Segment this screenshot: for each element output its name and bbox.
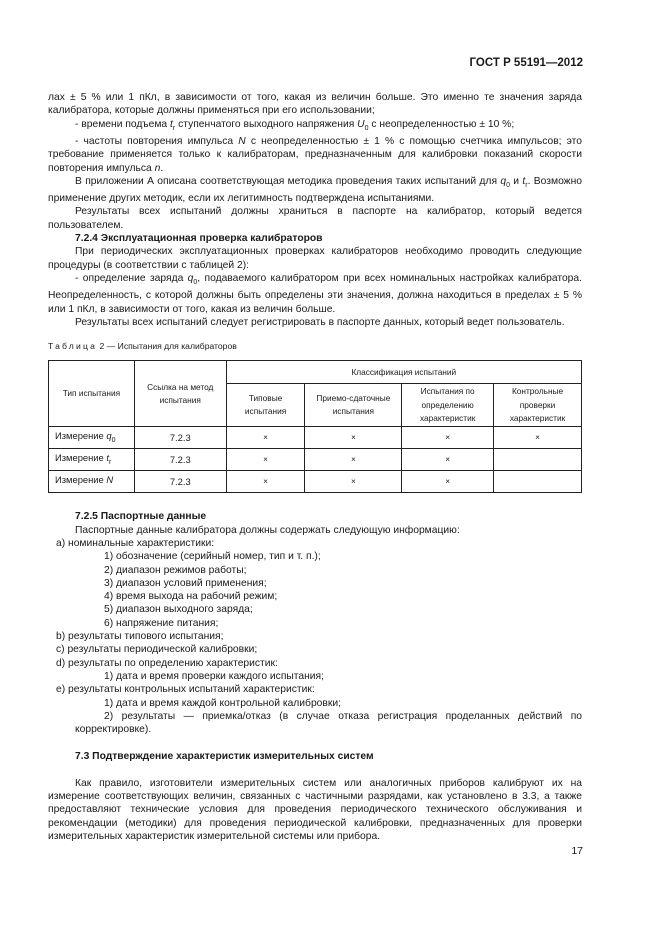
list-item-a: a) номинальные характеристики: (56, 537, 215, 549)
row-mark (494, 449, 582, 471)
document-code: ГОСТ Р 55191—2012 (469, 57, 583, 69)
row-mark: × (402, 471, 494, 493)
row-mark: × (305, 427, 402, 449)
list-subitem: 4) время выхода на рабочий режим; (104, 591, 278, 603)
header-method-ref: Ссылка на метод испытания (134, 361, 226, 427)
subheader-acceptance-tests: Приемо-сдаточные испытания (305, 384, 402, 427)
section-724-bullet: - определение заряда $q_0$, подаваемого калибратором при всех номинальных настройках калибратора. Неопределенность, с которой должны быть определены эти значения, должна находиться в пределах ± 5 % или 1 пКл, в зависимости от того, какая из величин больше. (48, 272, 582, 315)
section-73-text: Как правило, изготовители измерительных систем или аналогичных приборов калибруют их на измерение соответствующих величин, связанных с частичными разрядами, как установлено в 3.3, а также предоставляют технические условия для проведения периодического технического обслуживания и рекомендации (методики) для проведения периодической калибровки, предназначенных для проверки измерительных характеристик измерительной системы или прибора. (48, 777, 582, 842)
row-mark: × (402, 449, 494, 471)
section-724-intro: При периодических эксплуатационных проверках калибраторов необходимо проводить следующие процедуры (в соответствии с таблицей 2): (48, 246, 582, 271)
page-body (48, 91, 582, 843)
row-test-name: Измерение $t_r$ (49, 449, 135, 471)
subheader-characterization-tests: Испытания по определению характеристик (402, 384, 494, 427)
page-number: 17 (571, 845, 583, 857)
list-item-c: c) результаты периодической калибровки; (56, 644, 258, 656)
section-title-7-2-4: 7.2.4 Эксплуатационная проверка калибраторов (75, 233, 323, 245)
row-test-name: Измерение $q_0$ (49, 427, 135, 449)
row-mark: × (305, 471, 402, 493)
bullet-repetition-rate: - частоты повторения импульса N с неопределенностью ± 1 % с помощью счетчика импульсов; это требование применяется только к калибраторам, предназначенным для калибровки показаний скорости повторения импульса n. (48, 135, 583, 174)
row-mark: × (226, 449, 305, 471)
row-ref: 7.2.3 (134, 471, 226, 493)
row-ref: 7.2.3 (134, 449, 226, 471)
row-mark: × (305, 449, 402, 471)
paragraph-annex-reference: В приложении А описана соответствующая методика проведения таких испытаний для $q_0$ и $t_r$. Возможно применение других методик, если их легитимность подтверждена испытаниями. (48, 175, 582, 205)
subheader-control-checks: Контрольные проверки характеристик (494, 384, 582, 427)
row-mark: × (402, 427, 494, 449)
list-subitem: 1) обозначение (серийный номер, тип и т. п.); (104, 551, 321, 563)
paragraph-charge-tolerance: лах ± 5 % или 1 пКл, в зависимости от того, какая из величин больше. Это именно те значения заряда калибратора, которые должны применяться при его использовании; (48, 92, 582, 117)
list-subitem: 1) дата и время проверки каждого испытания; (104, 670, 324, 682)
section-725-intro: Паспортные данные калибратора должны содержать следующую информацию: (75, 524, 460, 536)
list-subitem: 2) результаты — приемка/отказ (в случае отказа регистрация проделанных действий по корректировке). (75, 710, 582, 736)
table-row (49, 449, 582, 471)
bullet-rise-time: - времени подъема $t_r$ ступенчатого выходного напряжения $U_0$ с неопределенностью ± 10 %; (75, 118, 515, 132)
subheader-type-tests: Типовые испытания (226, 384, 305, 427)
row-mark: × (226, 471, 305, 493)
list-subitem: 3) диапазон условий применения; (104, 577, 267, 589)
list-subitem: 6) напряжение питания; (104, 617, 219, 629)
paragraph-results-storage: Результаты всех испытаний должны храниться в паспорте на калибратор, который ведется пользователем. (48, 206, 582, 231)
table-row (49, 471, 582, 493)
row-mark: × (226, 427, 305, 449)
list-item-b: b) результаты типового испытания; (56, 631, 224, 643)
header-test-type: Тип испытания (49, 361, 135, 427)
list-subitem: 2) диапазон режимов работы; (104, 564, 247, 576)
table-row (49, 427, 582, 449)
section-title-7-3: 7.3 Подтверждение характеристик измерительных систем (75, 751, 374, 763)
row-mark: × (494, 427, 582, 449)
list-item-e: e) результаты контрольных испытаний характеристик: (56, 684, 315, 696)
table-caption: Таблица 2 — Испытания для калибраторов (48, 341, 237, 352)
list-subitem: 5) диапазон выходного заряда; (104, 604, 253, 616)
header-classification: Классификация испытаний (226, 361, 581, 384)
list-item-d: d) результаты по определению характеристик: (56, 657, 278, 669)
section-title-7-2-5: 7.2.5 Паспортные данные (75, 511, 207, 523)
list-subitem: 1) дата и время каждой контрольной калибровки; (104, 697, 341, 709)
row-test-name: Измерение N (49, 471, 135, 493)
calibrator-tests-table (48, 360, 582, 493)
row-mark (494, 471, 582, 493)
section-724-results: Результаты всех испытаний следует регистрировать в паспорте данных, который ведет пользователь. (75, 316, 565, 328)
row-ref: 7.2.3 (134, 427, 226, 449)
